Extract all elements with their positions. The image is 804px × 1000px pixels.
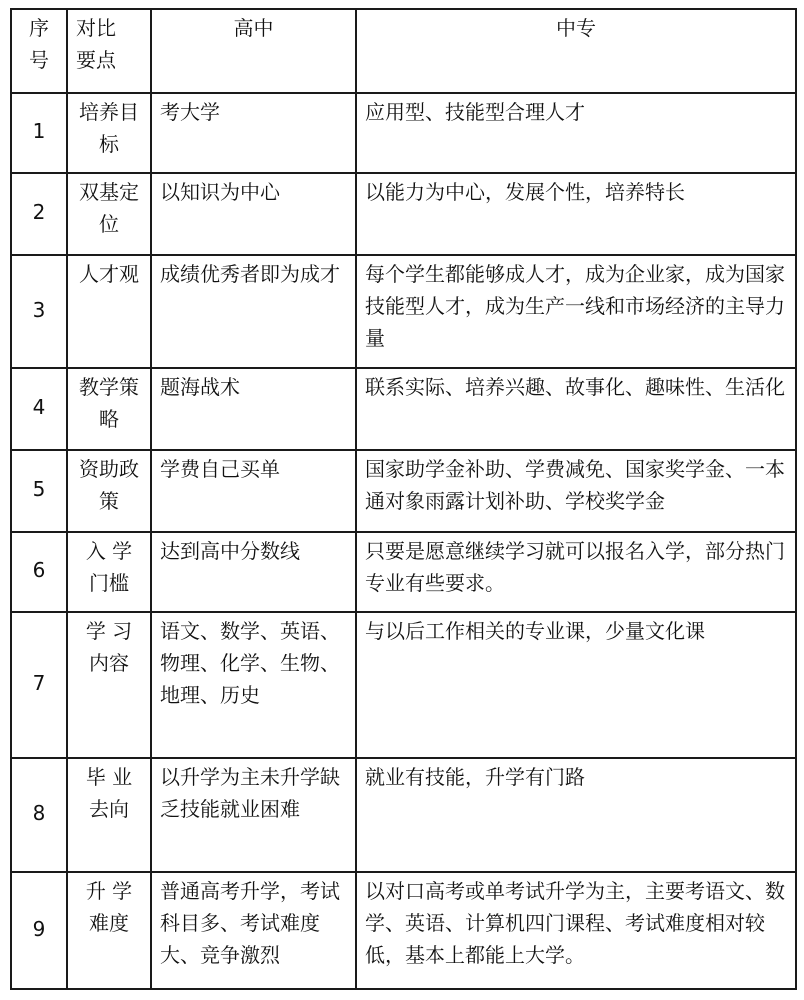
row-number: 9	[11, 872, 67, 989]
table-row	[11, 173, 796, 255]
row-number: 6	[11, 532, 67, 612]
row-high-school-text: 考大学	[151, 93, 356, 173]
header-serial-number: 序 号	[11, 9, 67, 93]
row-number: 1	[11, 93, 67, 173]
row-vocational-text: 联系实际、培养兴趣、故事化、趣味性、生活化	[356, 368, 796, 450]
row-high-school-text: 学费自己买单	[151, 450, 356, 532]
row-high-school-text: 语文、数学、英语、物理、化学、生物、地理、历史	[151, 612, 356, 758]
header-comparison-point: 对比 要点	[67, 9, 151, 93]
table-row	[11, 255, 796, 368]
row-comparison-point: 学 习 内容	[67, 612, 151, 758]
table-row	[11, 612, 796, 758]
header-high-school: 高中	[151, 9, 356, 93]
row-high-school-text: 以知识为中心	[151, 173, 356, 255]
table-row	[11, 758, 796, 872]
row-high-school-text: 成绩优秀者即为成才	[151, 255, 356, 368]
row-comparison-point: 教学策略	[67, 368, 151, 450]
row-vocational-text: 应用型、技能型合理人才	[356, 93, 796, 173]
row-vocational-text: 每个学生都能够成人才，成为企业家，成为国家技能型人才，成为生产一线和市场经济的主导力量	[356, 255, 796, 368]
comparison-table	[10, 8, 797, 990]
table-row	[11, 368, 796, 450]
row-vocational-text: 只要是愿意继续学习就可以报名入学，部分热门专业有些要求。	[356, 532, 796, 612]
row-number: 2	[11, 173, 67, 255]
row-comparison-point: 入 学 门槛	[67, 532, 151, 612]
table-row	[11, 93, 796, 173]
row-vocational-text: 就业有技能，升学有门路	[356, 758, 796, 872]
row-number: 7	[11, 612, 67, 758]
row-vocational-text: 以能力为中心，发展个性，培养特长	[356, 173, 796, 255]
row-high-school-text: 以升学为主未升学缺乏技能就业困难	[151, 758, 356, 872]
row-comparison-point: 双基定位	[67, 173, 151, 255]
table-row	[11, 872, 796, 989]
header-vocational-school: 中专	[356, 9, 796, 93]
row-number: 4	[11, 368, 67, 450]
row-comparison-point: 升 学 难度	[67, 872, 151, 989]
table-row	[11, 532, 796, 612]
row-comparison-point: 培养目标	[67, 93, 151, 173]
row-high-school-text: 题海战术	[151, 368, 356, 450]
row-vocational-text: 国家助学金补助、学费减免、国家奖学金、一本通对象雨露计划补助、学校奖学金	[356, 450, 796, 532]
row-high-school-text: 普通高考升学，考试科目多、考试难度大、竞争激烈	[151, 872, 356, 989]
row-vocational-text: 以对口高考或单考试升学为主，主要考语文、数学、英语、计算机四门课程、考试难度相对较低，基本上都能上大学。	[356, 872, 796, 989]
row-vocational-text: 与以后工作相关的专业课，少量文化课	[356, 612, 796, 758]
row-comparison-point: 资助政策	[67, 450, 151, 532]
row-number: 5	[11, 450, 67, 532]
row-number: 8	[11, 758, 67, 872]
table-header-row	[11, 9, 796, 93]
row-high-school-text: 达到高中分数线	[151, 532, 356, 612]
row-comparison-point: 人才观	[67, 255, 151, 368]
row-comparison-point: 毕 业 去向	[67, 758, 151, 872]
table-row	[11, 450, 796, 532]
row-number: 3	[11, 255, 67, 368]
